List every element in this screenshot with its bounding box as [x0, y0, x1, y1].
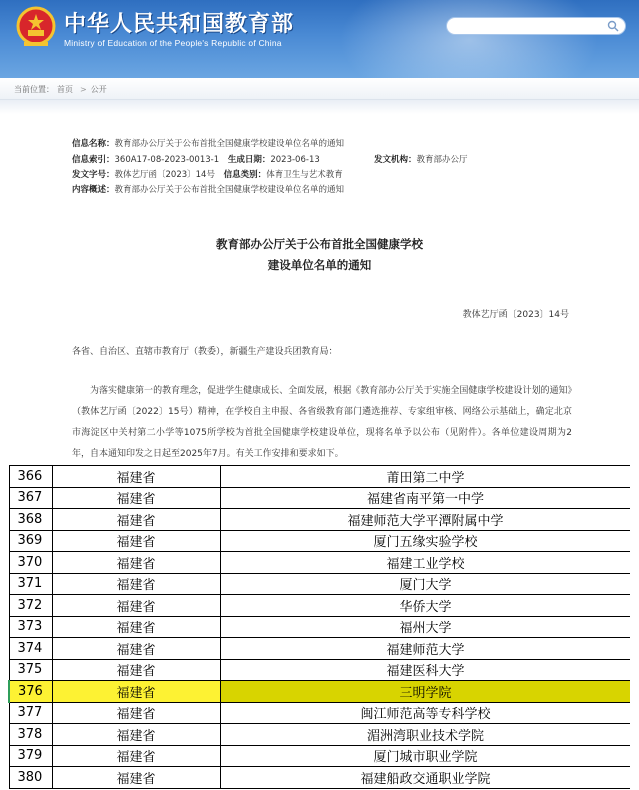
- meta-date-label: 生成日期：: [227, 155, 271, 165]
- province-cell[interactable]: 福建省: [52, 573, 220, 595]
- school-name-cell[interactable]: 福州大学: [220, 616, 630, 638]
- row-number-cell[interactable]: 375: [9, 659, 52, 681]
- province-cell[interactable]: 福建省: [52, 616, 220, 638]
- table-row[interactable]: [9, 702, 630, 724]
- table-row[interactable]: [9, 530, 630, 552]
- school-name-cell[interactable]: 福建师范大学: [220, 638, 630, 660]
- school-name-cell[interactable]: 闽江师范高等专科学校: [220, 702, 630, 724]
- school-name-cell[interactable]: 湄洲湾职业技术学院: [220, 724, 630, 746]
- meta-info-name-value: 教育部办公厅关于公布首批全国健康学校建设单位名单的通知: [114, 139, 345, 149]
- row-number-cell[interactable]: 377: [9, 702, 52, 724]
- province-cell[interactable]: 福建省: [52, 659, 220, 681]
- document-address: 各省、自治区、直辖市教育厅（教委），新疆生产建设兵团教育局：: [72, 347, 338, 357]
- province-cell[interactable]: 福建省: [52, 724, 220, 746]
- school-name-cell[interactable]: 福建医科大学: [220, 659, 630, 681]
- school-name-cell[interactable]: 福建省南平第一中学: [220, 487, 630, 509]
- table-row[interactable]: [9, 638, 630, 660]
- school-table: [8, 465, 630, 789]
- table-row[interactable]: [9, 681, 630, 703]
- search-box[interactable]: [446, 17, 626, 35]
- site-subtitle: Ministry of Education of the People's Republic of China: [64, 38, 282, 48]
- table-row[interactable]: [9, 595, 630, 617]
- table-body: [9, 466, 630, 789]
- meta-info-index-label: 信息索引：: [72, 155, 115, 165]
- school-name-cell[interactable]: 莆田第二中学: [220, 466, 630, 488]
- chevron-right-icon: >: [80, 85, 87, 94]
- school-name-cell[interactable]: 三明学院: [220, 681, 630, 703]
- breadcrumb-prefix: 当前位置：: [14, 85, 54, 94]
- table-row[interactable]: [9, 724, 630, 746]
- province-cell[interactable]: 福建省: [52, 638, 220, 660]
- table-row[interactable]: [9, 767, 630, 789]
- document-body-paragraph: 为落实健康第一的教育理念，促进学生健康成长、全面发展，根据《教育部办公厅关于实施全国健康学校建设计划的通知》（教体艺厅函〔2022〕15号）精神，在学校自主申报、各省级教育部门遴选推荐、专家组审核、网络公示基础上，确定北京市海淀区中关村第二小学等1075所学校为首批全国健康学校建设单位，现将名单予以公布（见附件）。各单位建设周期为2年，自本通知印发之日起至2025年7月。有关工作安排和要求如下。: [72, 386, 572, 459]
- province-cell[interactable]: 福建省: [52, 767, 220, 789]
- content-shade: [0, 100, 639, 114]
- school-name-cell[interactable]: 厦门城市职业学院: [220, 745, 630, 767]
- row-number-cell[interactable]: 376: [9, 681, 52, 703]
- meta-doc-no-label: 发文字号：: [72, 170, 115, 180]
- table-row[interactable]: [9, 466, 630, 488]
- province-cell[interactable]: 福建省: [52, 702, 220, 724]
- province-cell[interactable]: 福建省: [52, 530, 220, 552]
- header-decoration: [339, 0, 599, 78]
- row-number-cell[interactable]: 371: [9, 573, 52, 595]
- table-row[interactable]: [9, 745, 630, 767]
- table-row[interactable]: [9, 552, 630, 574]
- province-cell[interactable]: 福建省: [52, 745, 220, 767]
- row-number-cell[interactable]: 367: [9, 487, 52, 509]
- meta-info-index-value: 360A17-08-2023-0013-1: [114, 155, 220, 165]
- row-number-cell[interactable]: 378: [9, 724, 52, 746]
- row-number-cell[interactable]: 370: [9, 552, 52, 574]
- table-row[interactable]: [9, 659, 630, 681]
- school-list-table: [8, 465, 630, 790]
- breadcrumb: [14, 84, 110, 95]
- meta-summary-label: 内容概述：: [72, 185, 115, 195]
- province-cell[interactable]: 福建省: [52, 552, 220, 574]
- province-cell[interactable]: 福建省: [52, 509, 220, 531]
- province-cell[interactable]: 福建省: [52, 466, 220, 488]
- table-row[interactable]: [9, 487, 630, 509]
- search-icon[interactable]: [607, 20, 619, 32]
- school-name-cell[interactable]: 厦门五缘实验学校: [220, 530, 630, 552]
- meta-category-value: 体育卫生与艺术教育: [266, 170, 343, 180]
- breadcrumb-item-public[interactable]: 公开: [90, 85, 107, 94]
- meta-issuer-label: 发文机构：: [374, 155, 417, 165]
- row-number-cell[interactable]: 379: [9, 745, 52, 767]
- document-number: 教体艺厅函〔2023〕14号: [462, 310, 569, 320]
- province-cell[interactable]: 福建省: [52, 487, 220, 509]
- table-row[interactable]: [9, 616, 630, 638]
- meta-info-index: [72, 153, 320, 165]
- table-row[interactable]: [9, 509, 630, 531]
- meta-info-name-label: 信息名称：: [72, 139, 115, 149]
- school-name-cell[interactable]: 福建师范大学平潭附属中学: [220, 509, 630, 531]
- row-number-cell[interactable]: 369: [9, 530, 52, 552]
- site-title[interactable]: 中华人民共和国教育部: [64, 12, 295, 37]
- row-number-cell[interactable]: 366: [9, 466, 52, 488]
- national-emblem-icon[interactable]: [16, 6, 56, 50]
- province-cell[interactable]: 福建省: [52, 681, 220, 703]
- breadcrumb-bar: [0, 78, 639, 100]
- meta-doc-no: [72, 168, 343, 180]
- meta-issuer-value: 教育部办公厅: [416, 155, 468, 165]
- table-row[interactable]: [9, 573, 630, 595]
- meta-summary-value: 教育部办公厅关于公布首批全国健康学校建设单位名单的通知: [114, 185, 345, 195]
- row-number-cell[interactable]: 380: [9, 767, 52, 789]
- search-input[interactable]: [455, 23, 605, 39]
- meta-doc-no-value: 教体艺厅函〔2023〕14号: [114, 170, 215, 180]
- school-name-cell[interactable]: 福建工业学校: [220, 552, 630, 574]
- school-name-cell[interactable]: 厦门大学: [220, 573, 630, 595]
- row-number-cell[interactable]: 368: [9, 509, 52, 531]
- site-header: [0, 0, 639, 78]
- breadcrumb-item-home[interactable]: 首页: [57, 85, 73, 94]
- meta-issuer: [374, 153, 468, 165]
- meta-category-label: 信息类别：: [223, 170, 267, 180]
- row-number-cell[interactable]: 373: [9, 616, 52, 638]
- document-title-line1: 教育部办公厅关于公布首批全国健康学校: [216, 237, 423, 251]
- province-cell[interactable]: 福建省: [52, 595, 220, 617]
- row-number-cell[interactable]: 372: [9, 595, 52, 617]
- row-number-cell[interactable]: 374: [9, 638, 52, 660]
- document-title-line2: 建设单位名单的通知: [267, 258, 372, 272]
- meta-info-name: [72, 137, 344, 149]
- meta-summary: [72, 183, 344, 195]
- meta-date-value: 2023-06-13: [270, 155, 320, 165]
- school-name-cell[interactable]: 福建船政交通职业学院: [220, 767, 630, 789]
- school-name-cell[interactable]: 华侨大学: [220, 595, 630, 617]
